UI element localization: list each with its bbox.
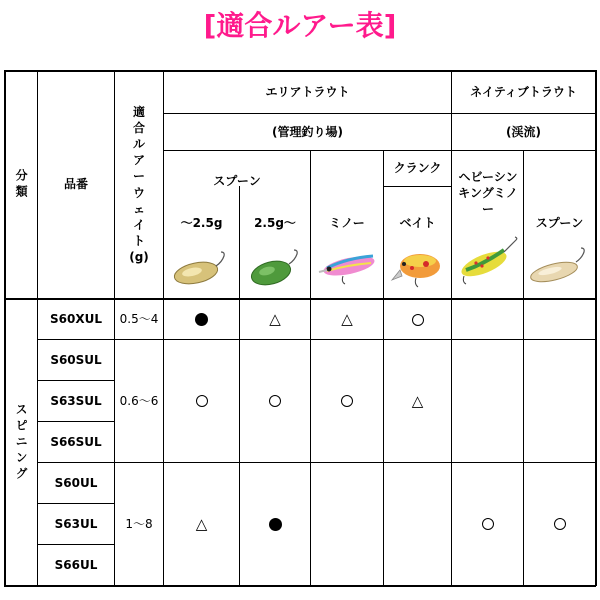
mark-tri	[311, 300, 383, 339]
mark-circle	[240, 340, 310, 462]
weight-cell: 0.5～4	[119, 312, 159, 327]
header-stream: (渓流)	[506, 124, 541, 139]
filled-circle-mark-icon	[269, 518, 282, 531]
mark-tri	[240, 300, 310, 339]
crank-bait-icon	[386, 244, 450, 290]
model-cell: S60UL	[54, 475, 98, 490]
model-cell: S60SUL	[50, 352, 102, 367]
h-line	[4, 585, 596, 587]
v-line	[595, 70, 597, 586]
minnow-lure-icon	[313, 246, 381, 288]
mark-tri	[164, 463, 239, 585]
triangle-mark-icon: △	[195, 514, 208, 533]
header-crank: クランク	[393, 161, 442, 176]
header-minnow: ミノー	[329, 215, 365, 230]
mark-dot	[164, 300, 239, 339]
triangle-mark-icon: △	[341, 310, 353, 329]
gold-spoon-icon	[166, 248, 236, 288]
h-line	[383, 186, 451, 187]
sinking-minnow-icon	[454, 236, 522, 286]
model-cell: S66UL	[54, 557, 98, 572]
header-spoon-small: ～2.5g	[180, 215, 223, 230]
mark-circle	[524, 463, 595, 585]
page-title: [適合ルアー表]	[203, 9, 397, 42]
header-bait: ベイト	[399, 215, 436, 230]
category-spinning: スピニング	[14, 402, 29, 483]
model-cell: S60XUL	[50, 312, 102, 327]
model-cell: S66SUL	[50, 434, 102, 449]
native-spoon-icon	[526, 246, 592, 288]
model-cell: S63SUL	[50, 393, 102, 408]
circle-mark-icon	[269, 395, 281, 407]
mark-dot	[240, 463, 310, 585]
circle-mark-icon	[196, 395, 208, 407]
weight-cell: 0.6～6	[119, 393, 159, 408]
model-cell: S63UL	[54, 516, 98, 531]
circle-mark-icon	[482, 518, 494, 530]
triangle-mark-icon: △	[411, 391, 424, 410]
mark-circle	[384, 300, 451, 339]
header-weight: 適合ルアーウェイト(g)	[129, 104, 149, 265]
weight-cell: 1～8	[125, 516, 153, 531]
mark-tri	[384, 340, 451, 462]
green-spoon-icon	[243, 248, 309, 288]
triangle-mark-icon: △	[269, 310, 281, 329]
header-spoon-large: 2.5g～	[254, 215, 296, 230]
header-managed: (管理釣り場)	[272, 124, 343, 139]
header-category: 分類	[14, 168, 29, 201]
header-model: 品番	[63, 177, 88, 192]
mark-circle	[311, 340, 383, 462]
header-heavy-sinking-minnow: ヘビーシンキングミノー	[458, 169, 518, 217]
header-spoon-native: スプーン	[535, 215, 584, 230]
circle-mark-icon	[554, 518, 566, 530]
filled-circle-mark-icon	[195, 313, 208, 326]
header-spoon: スプーン	[213, 173, 261, 188]
circle-mark-icon	[412, 314, 424, 326]
mark-circle	[452, 463, 523, 585]
circle-mark-icon	[341, 395, 353, 407]
mark-circle	[164, 340, 239, 462]
header-native-trout: ネイティブトラウト	[470, 84, 577, 99]
header-area-trout: エリアトラウト	[265, 84, 350, 99]
